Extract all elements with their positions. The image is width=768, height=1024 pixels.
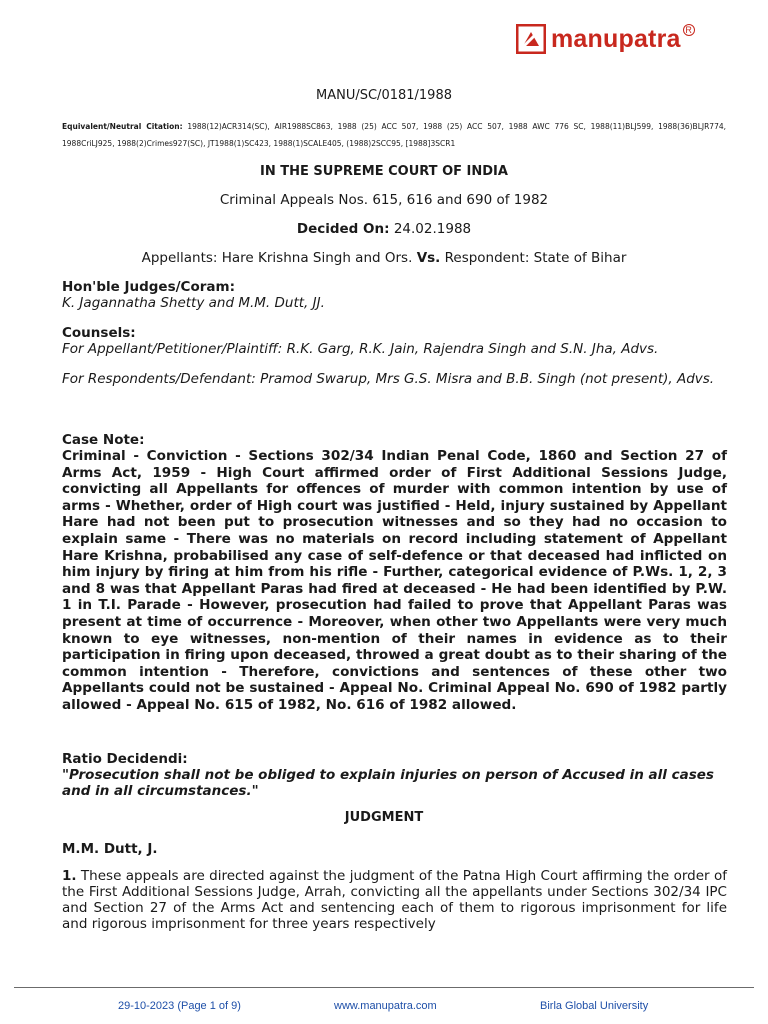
counsel-appellant: For Appellant/Petitioner/Plaintiff: R.K. Garg, R.K. Jain, Rajendra Singh and S.N. Jha, Advs.	[62, 341, 659, 357]
registered-mark: R	[683, 24, 695, 36]
citation-label: Equivalent/Neutral Citation:	[62, 122, 183, 131]
case-note-section	[62, 432, 727, 714]
counsels-heading: Counsels:	[62, 325, 136, 341]
counsel-respondent: For Respondents/Defendant: Pramod Swarup, Mrs G.S. Misra and B.B. Singh (not present), Advs.	[62, 371, 715, 387]
decided-label: Decided On:	[296, 221, 390, 237]
paragraph-text: These appeals are directed against the judgment of the Patna High Court affirming the order of the First Additional Sessions Judge, Arrah, convicting all the appellants under Sections 302/34 IPC and Section 27 of the Arms Act and sentencing each of them to rigorous imprisonment for life and rigorous imprisonment for three years respectively	[62, 868, 727, 932]
judges-heading: Hon'ble Judges/Coram:	[62, 279, 235, 295]
footer-organization: Birla Global University	[540, 1000, 649, 1012]
decided-date: 24.02.1988	[393, 221, 472, 237]
ratio-heading: Ratio Decidendi:	[62, 751, 188, 767]
parties	[0, 250, 768, 266]
respondent: Respondent: State of Bihar	[444, 250, 627, 266]
court-name: IN THE SUPREME COURT OF INDIA	[260, 164, 508, 179]
citation-text: 1988(12)ACR314(SC), AIR1988SC863, 1988 (25) ACC 507, 1988 (25) ACC 507, 1988 AWC 776 SC, 1988(11)BLJ599, 1988(36)BLJR774, 1988CriLJ925, 1988(2)Crimes927(SC), JT1988(1)SC423, 1988(1)SCALE405, (1988)2SCC95, [1988]3SCR1	[62, 122, 726, 148]
judges-section	[62, 279, 727, 311]
paragraph-number: 1.	[62, 868, 77, 884]
brand-name: manupatra	[551, 24, 681, 53]
judge-name: M.M. Dutt, J.	[62, 841, 158, 857]
footer-page-info: 29-10-2023 (Page 1 of 9)	[118, 1000, 241, 1012]
case-note-text: Criminal - Conviction - Sections 302/34 Indian Penal Code, 1860 and Section 27 of Arms Act, 1959 - High Court affirmed order of First Additional Sessions Judge, convicting all Appellants for offences of murder with common intention by use of arms - Whether, order of High court was justified - Held, injury sustained by Appellant Hare had not been put to prosecution witnesses and so they had no occasion to explain same - There was no materials on record including statement of Appellant Hare Krishna, probabilised any case of self-defence or that deceased had inflicted on him injury by firing at him from his rifle - Further, categorical evidence of P.Ws. 1, 2, 3 and 8 was that Appellant Paras had fired at deceased - He had been identified by P.W. 1 in T.I. Parade - However, prosecution had failed to prove that Appellant Paras was present at time of occurrence - Moreover, when other two Appellants were very much known to eye witnesses, non-mention of their names in evidence as to their participation in firing upon deceased, throwed a great doubt as to their sharing of the common intention - Therefore, convictions and sentences of these other two Appellants could not be sustained - Appeal No. Criminal Appeal No. 690 of 1982 partly allowed - Appeal No. 615 of 1982, No. 616 of 1982 allowed.	[62, 448, 727, 713]
judge-author	[62, 841, 727, 857]
judgment-paragraph-1	[62, 868, 727, 932]
case-note-heading: Case Note:	[62, 432, 145, 448]
equivalent-citation	[62, 118, 726, 152]
manupatra-logo	[516, 22, 695, 56]
footer-divider	[14, 987, 754, 988]
versus: Vs.	[416, 250, 441, 266]
decided-on	[0, 221, 768, 237]
footer-site-link[interactable]: www.manupatra.com	[334, 1000, 437, 1012]
judges-names: K. Jagannatha Shetty and M.M. Dutt, JJ.	[62, 295, 325, 311]
ratio-text: "Prosecution shall not be obliged to explain injuries on person of Accused in all cases and in all circumstances."	[62, 767, 714, 799]
appellants: Appellants: Hare Krishna Singh and Ors.	[141, 250, 413, 266]
manupatra-logo-icon	[516, 24, 546, 54]
judgment-heading: JUDGMENT	[344, 810, 424, 825]
appeal-numbers: Criminal Appeals Nos. 615, 616 and 690 of 1982	[219, 192, 549, 208]
manu-citation-id: MANU/SC/0181/1988	[316, 88, 452, 103]
ratio-section	[62, 751, 727, 799]
counsels-section	[62, 325, 727, 387]
